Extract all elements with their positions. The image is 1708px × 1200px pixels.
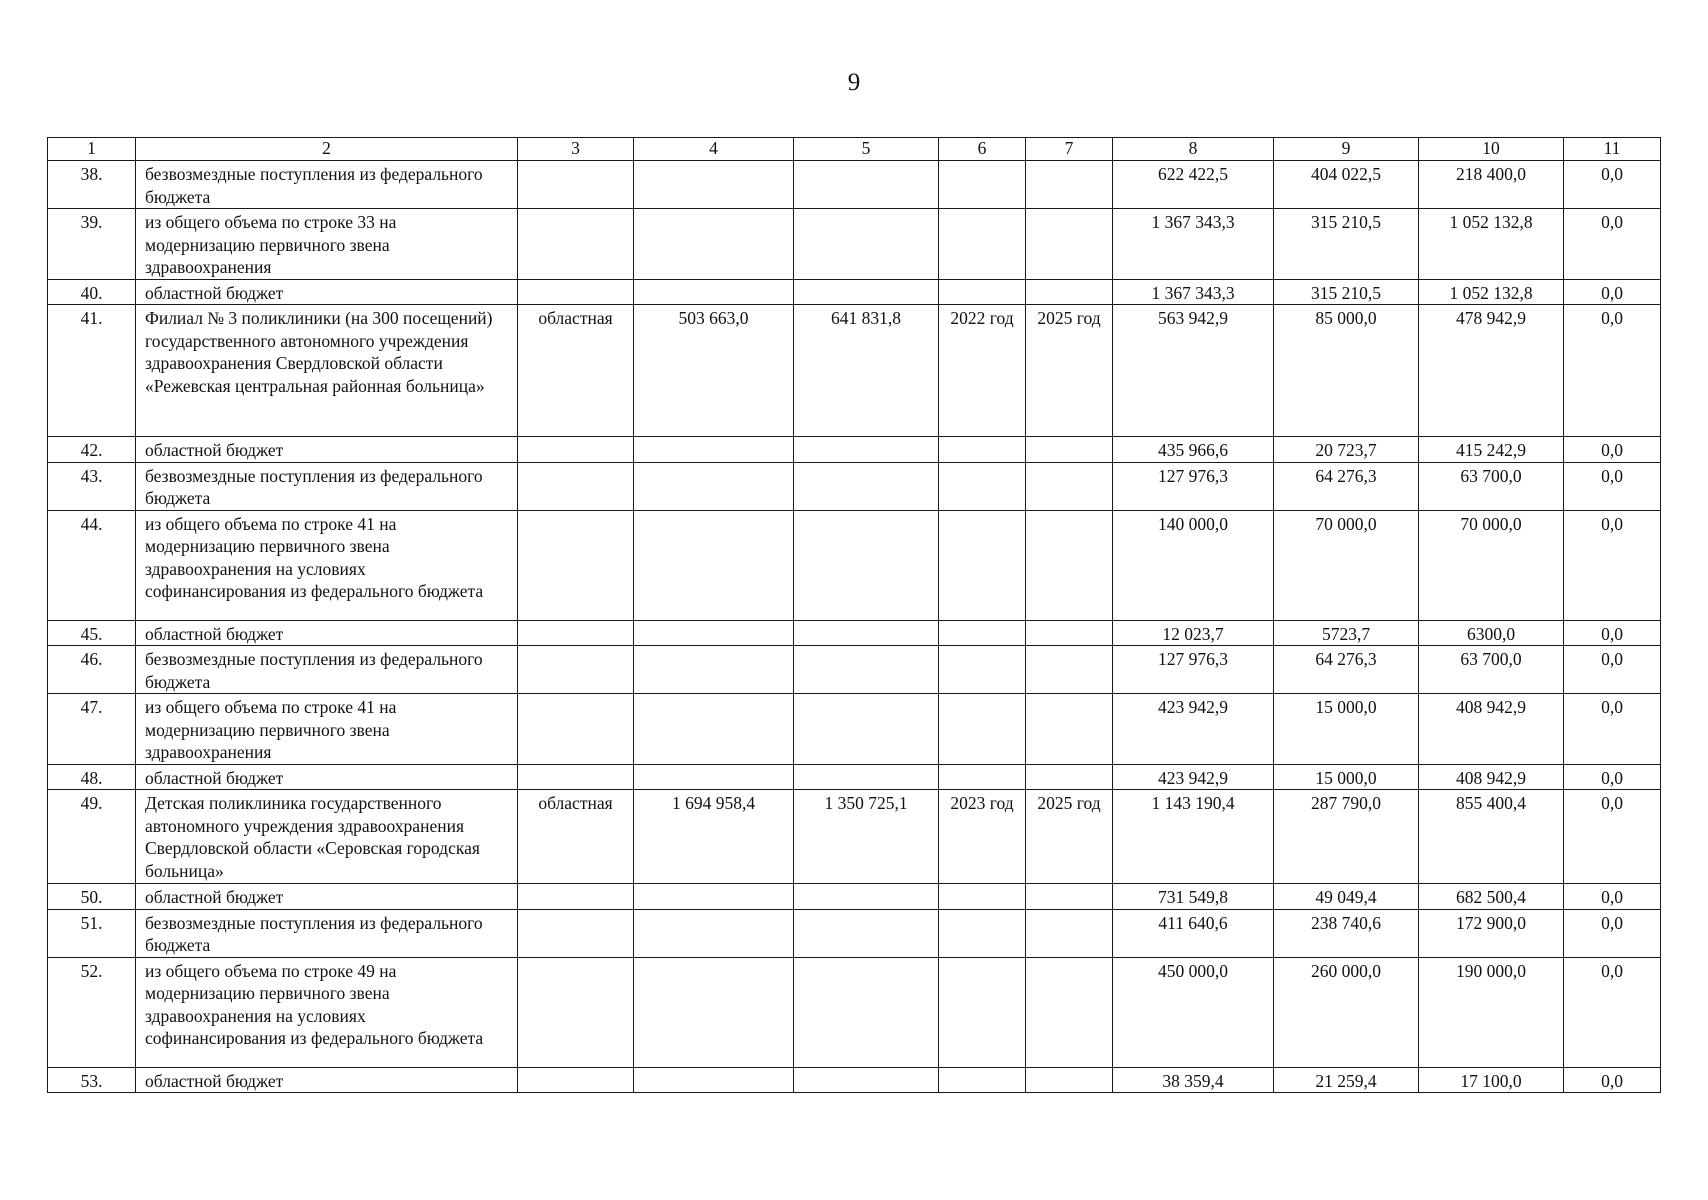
amount-col-11: 0,0 [1564, 510, 1661, 620]
amount-col-10: 17 100,0 [1419, 1067, 1564, 1093]
table-row [48, 957, 1661, 1067]
total-amount: 731 549,8 [1113, 884, 1274, 910]
amount-col-11: 0,0 [1564, 1067, 1661, 1093]
start-year [939, 957, 1026, 1067]
amount-col-11: 0,0 [1564, 957, 1661, 1067]
estimated-cost [634, 884, 794, 910]
budget-level: областная [518, 305, 634, 437]
amount-col-11: 0,0 [1564, 161, 1661, 209]
remaining-cost: 641 831,8 [794, 305, 939, 437]
amount-col-10: 63 700,0 [1419, 462, 1564, 510]
table-row [48, 437, 1661, 463]
amount-col-11: 0,0 [1564, 437, 1661, 463]
remaining-cost [794, 694, 939, 765]
column-header: 1 [48, 138, 136, 161]
row-description: областной бюджет [136, 279, 518, 305]
total-amount: 12 023,7 [1113, 620, 1274, 646]
remaining-cost [794, 909, 939, 957]
total-amount: 423 942,9 [1113, 694, 1274, 765]
total-amount: 1 367 343,3 [1113, 209, 1274, 280]
budget-level [518, 279, 634, 305]
budget-level [518, 209, 634, 280]
row-description: из общего объема по строке 49 на модернизацию первичного звена здравоохранения на условиях софинансирования из федерального бюджета [136, 957, 518, 1067]
estimated-cost: 503 663,0 [634, 305, 794, 437]
estimated-cost [634, 1067, 794, 1093]
amount-col-11: 0,0 [1564, 305, 1661, 437]
row-number: 39. [48, 209, 136, 280]
total-amount: 1 143 190,4 [1113, 790, 1274, 884]
start-year [939, 161, 1026, 209]
row-description: из общего объема по строке 41 на модернизацию первичного звена здравоохранения на условиях софинансирования из федерального бюджета [136, 510, 518, 620]
row-description: безвозмездные поступления из федерального бюджета [136, 909, 518, 957]
amount-col-11: 0,0 [1564, 790, 1661, 884]
total-amount: 450 000,0 [1113, 957, 1274, 1067]
amount-col-10: 1 052 132,8 [1419, 279, 1564, 305]
end-year [1026, 646, 1113, 694]
start-year [939, 884, 1026, 910]
end-year [1026, 694, 1113, 765]
start-year: 2022 год [939, 305, 1026, 437]
amount-col-10: 682 500,4 [1419, 884, 1564, 910]
row-number: 48. [48, 764, 136, 790]
end-year [1026, 462, 1113, 510]
row-description: безвозмездные поступления из федерального бюджета [136, 462, 518, 510]
amount-col-9: 315 210,5 [1274, 209, 1419, 280]
table-row [48, 209, 1661, 280]
row-number: 50. [48, 884, 136, 910]
column-header: 6 [939, 138, 1026, 161]
row-number: 38. [48, 161, 136, 209]
row-description: безвозмездные поступления из федерального бюджета [136, 646, 518, 694]
table-row [48, 305, 1661, 437]
remaining-cost [794, 462, 939, 510]
table-row [48, 646, 1661, 694]
budget-table [47, 137, 1661, 1093]
remaining-cost [794, 620, 939, 646]
row-number: 47. [48, 694, 136, 765]
row-description: Детская поликлиника государственного автономного учреждения здравоохранения Свердловской области «Серовская городская больница» [136, 790, 518, 884]
end-year [1026, 884, 1113, 910]
estimated-cost [634, 620, 794, 646]
start-year [939, 510, 1026, 620]
budget-level [518, 1067, 634, 1093]
amount-col-9: 64 276,3 [1274, 646, 1419, 694]
remaining-cost [794, 279, 939, 305]
row-number: 42. [48, 437, 136, 463]
column-header: 9 [1274, 138, 1419, 161]
amount-col-11: 0,0 [1564, 279, 1661, 305]
amount-col-11: 0,0 [1564, 646, 1661, 694]
amount-col-10: 218 400,0 [1419, 161, 1564, 209]
start-year [939, 694, 1026, 765]
budget-level [518, 909, 634, 957]
column-header: 2 [136, 138, 518, 161]
table-row [48, 620, 1661, 646]
estimated-cost [634, 646, 794, 694]
row-number: 41. [48, 305, 136, 437]
amount-col-11: 0,0 [1564, 209, 1661, 280]
table-row [48, 790, 1661, 884]
estimated-cost [634, 510, 794, 620]
budget-level [518, 437, 634, 463]
amount-col-9: 49 049,4 [1274, 884, 1419, 910]
amount-col-10: 190 000,0 [1419, 957, 1564, 1067]
amount-col-9: 238 740,6 [1274, 909, 1419, 957]
amount-col-10: 408 942,9 [1419, 764, 1564, 790]
start-year [939, 646, 1026, 694]
estimated-cost [634, 462, 794, 510]
row-description: Филиал № 3 поликлиники (на 300 посещений) государственного автономного учреждения здравоохранения Свердловской области «Режевская центральная районная больница» [136, 305, 518, 437]
table-row [48, 909, 1661, 957]
end-year [1026, 1067, 1113, 1093]
estimated-cost [634, 161, 794, 209]
end-year [1026, 161, 1113, 209]
column-header: 10 [1419, 138, 1564, 161]
remaining-cost [794, 646, 939, 694]
remaining-cost: 1 350 725,1 [794, 790, 939, 884]
amount-col-10: 63 700,0 [1419, 646, 1564, 694]
column-header: 8 [1113, 138, 1274, 161]
table-row [48, 694, 1661, 765]
start-year: 2023 год [939, 790, 1026, 884]
amount-col-11: 0,0 [1564, 884, 1661, 910]
table-row [48, 764, 1661, 790]
amount-col-9: 260 000,0 [1274, 957, 1419, 1067]
amount-col-10: 408 942,9 [1419, 694, 1564, 765]
amount-col-9: 15 000,0 [1274, 764, 1419, 790]
row-number: 52. [48, 957, 136, 1067]
total-amount: 423 942,9 [1113, 764, 1274, 790]
row-description: из общего объема по строке 41 на модернизацию первичного звена здравоохранения [136, 694, 518, 765]
row-number: 49. [48, 790, 136, 884]
start-year [939, 764, 1026, 790]
end-year: 2025 год [1026, 790, 1113, 884]
start-year [939, 209, 1026, 280]
table-row [48, 884, 1661, 910]
remaining-cost [794, 957, 939, 1067]
estimated-cost [634, 279, 794, 305]
end-year [1026, 279, 1113, 305]
column-header: 11 [1564, 138, 1661, 161]
end-year: 2025 год [1026, 305, 1113, 437]
estimated-cost [634, 437, 794, 463]
column-header: 3 [518, 138, 634, 161]
start-year [939, 620, 1026, 646]
remaining-cost [794, 437, 939, 463]
amount-col-9: 15 000,0 [1274, 694, 1419, 765]
end-year [1026, 620, 1113, 646]
estimated-cost [634, 694, 794, 765]
total-amount: 38 359,4 [1113, 1067, 1274, 1093]
amount-col-9: 85 000,0 [1274, 305, 1419, 437]
amount-col-10: 478 942,9 [1419, 305, 1564, 437]
end-year [1026, 510, 1113, 620]
column-header: 7 [1026, 138, 1113, 161]
amount-col-9: 64 276,3 [1274, 462, 1419, 510]
end-year [1026, 437, 1113, 463]
total-amount: 563 942,9 [1113, 305, 1274, 437]
total-amount: 127 976,3 [1113, 462, 1274, 510]
start-year [939, 909, 1026, 957]
total-amount: 127 976,3 [1113, 646, 1274, 694]
row-description: областной бюджет [136, 1067, 518, 1093]
amount-col-9: 315 210,5 [1274, 279, 1419, 305]
row-description: безвозмездные поступления из федерального бюджета [136, 161, 518, 209]
amount-col-9: 70 000,0 [1274, 510, 1419, 620]
amount-col-10: 172 900,0 [1419, 909, 1564, 957]
amount-col-10: 855 400,4 [1419, 790, 1564, 884]
row-description: из общего объема по строке 33 на модернизацию первичного звена здравоохранения [136, 209, 518, 280]
row-number: 51. [48, 909, 136, 957]
end-year [1026, 764, 1113, 790]
total-amount: 411 640,6 [1113, 909, 1274, 957]
amount-col-11: 0,0 [1564, 620, 1661, 646]
row-description: областной бюджет [136, 764, 518, 790]
start-year [939, 437, 1026, 463]
remaining-cost [794, 1067, 939, 1093]
amount-col-9: 287 790,0 [1274, 790, 1419, 884]
budget-level [518, 620, 634, 646]
remaining-cost [794, 161, 939, 209]
amount-col-11: 0,0 [1564, 909, 1661, 957]
remaining-cost [794, 764, 939, 790]
end-year [1026, 957, 1113, 1067]
amount-col-9: 5723,7 [1274, 620, 1419, 646]
total-amount: 140 000,0 [1113, 510, 1274, 620]
total-amount: 435 966,6 [1113, 437, 1274, 463]
start-year [939, 279, 1026, 305]
remaining-cost [794, 510, 939, 620]
end-year [1026, 209, 1113, 280]
budget-level [518, 884, 634, 910]
amount-col-9: 20 723,7 [1274, 437, 1419, 463]
table-row [48, 462, 1661, 510]
budget-level [518, 161, 634, 209]
amount-col-11: 0,0 [1564, 462, 1661, 510]
amount-col-10: 1 052 132,8 [1419, 209, 1564, 280]
estimated-cost: 1 694 958,4 [634, 790, 794, 884]
amount-col-9: 404 022,5 [1274, 161, 1419, 209]
estimated-cost [634, 764, 794, 790]
amount-col-11: 0,0 [1564, 764, 1661, 790]
table-row [48, 161, 1661, 209]
row-number: 45. [48, 620, 136, 646]
total-amount: 622 422,5 [1113, 161, 1274, 209]
row-number: 40. [48, 279, 136, 305]
estimated-cost [634, 909, 794, 957]
estimated-cost [634, 957, 794, 1067]
row-number: 53. [48, 1067, 136, 1093]
column-header: 5 [794, 138, 939, 161]
amount-col-11: 0,0 [1564, 694, 1661, 765]
amount-col-10: 70 000,0 [1419, 510, 1564, 620]
header-row [48, 138, 1661, 161]
end-year [1026, 909, 1113, 957]
amount-col-10: 415 242,9 [1419, 437, 1564, 463]
table-row [48, 1067, 1661, 1093]
remaining-cost [794, 884, 939, 910]
total-amount: 1 367 343,3 [1113, 279, 1274, 305]
budget-level [518, 764, 634, 790]
estimated-cost [634, 209, 794, 280]
budget-level [518, 694, 634, 765]
remaining-cost [794, 209, 939, 280]
row-description: областной бюджет [136, 620, 518, 646]
amount-col-9: 21 259,4 [1274, 1067, 1419, 1093]
budget-level [518, 957, 634, 1067]
row-number: 43. [48, 462, 136, 510]
page-number: 9 [847, 69, 861, 96]
row-description: областной бюджет [136, 437, 518, 463]
start-year [939, 462, 1026, 510]
budget-level [518, 510, 634, 620]
row-number: 46. [48, 646, 136, 694]
table-row [48, 279, 1661, 305]
row-description: областной бюджет [136, 884, 518, 910]
budget-level [518, 646, 634, 694]
start-year [939, 1067, 1026, 1093]
budget-level: областная [518, 790, 634, 884]
row-number: 44. [48, 510, 136, 620]
column-header: 4 [634, 138, 794, 161]
budget-level [518, 462, 634, 510]
amount-col-10: 6300,0 [1419, 620, 1564, 646]
table-row [48, 510, 1661, 620]
